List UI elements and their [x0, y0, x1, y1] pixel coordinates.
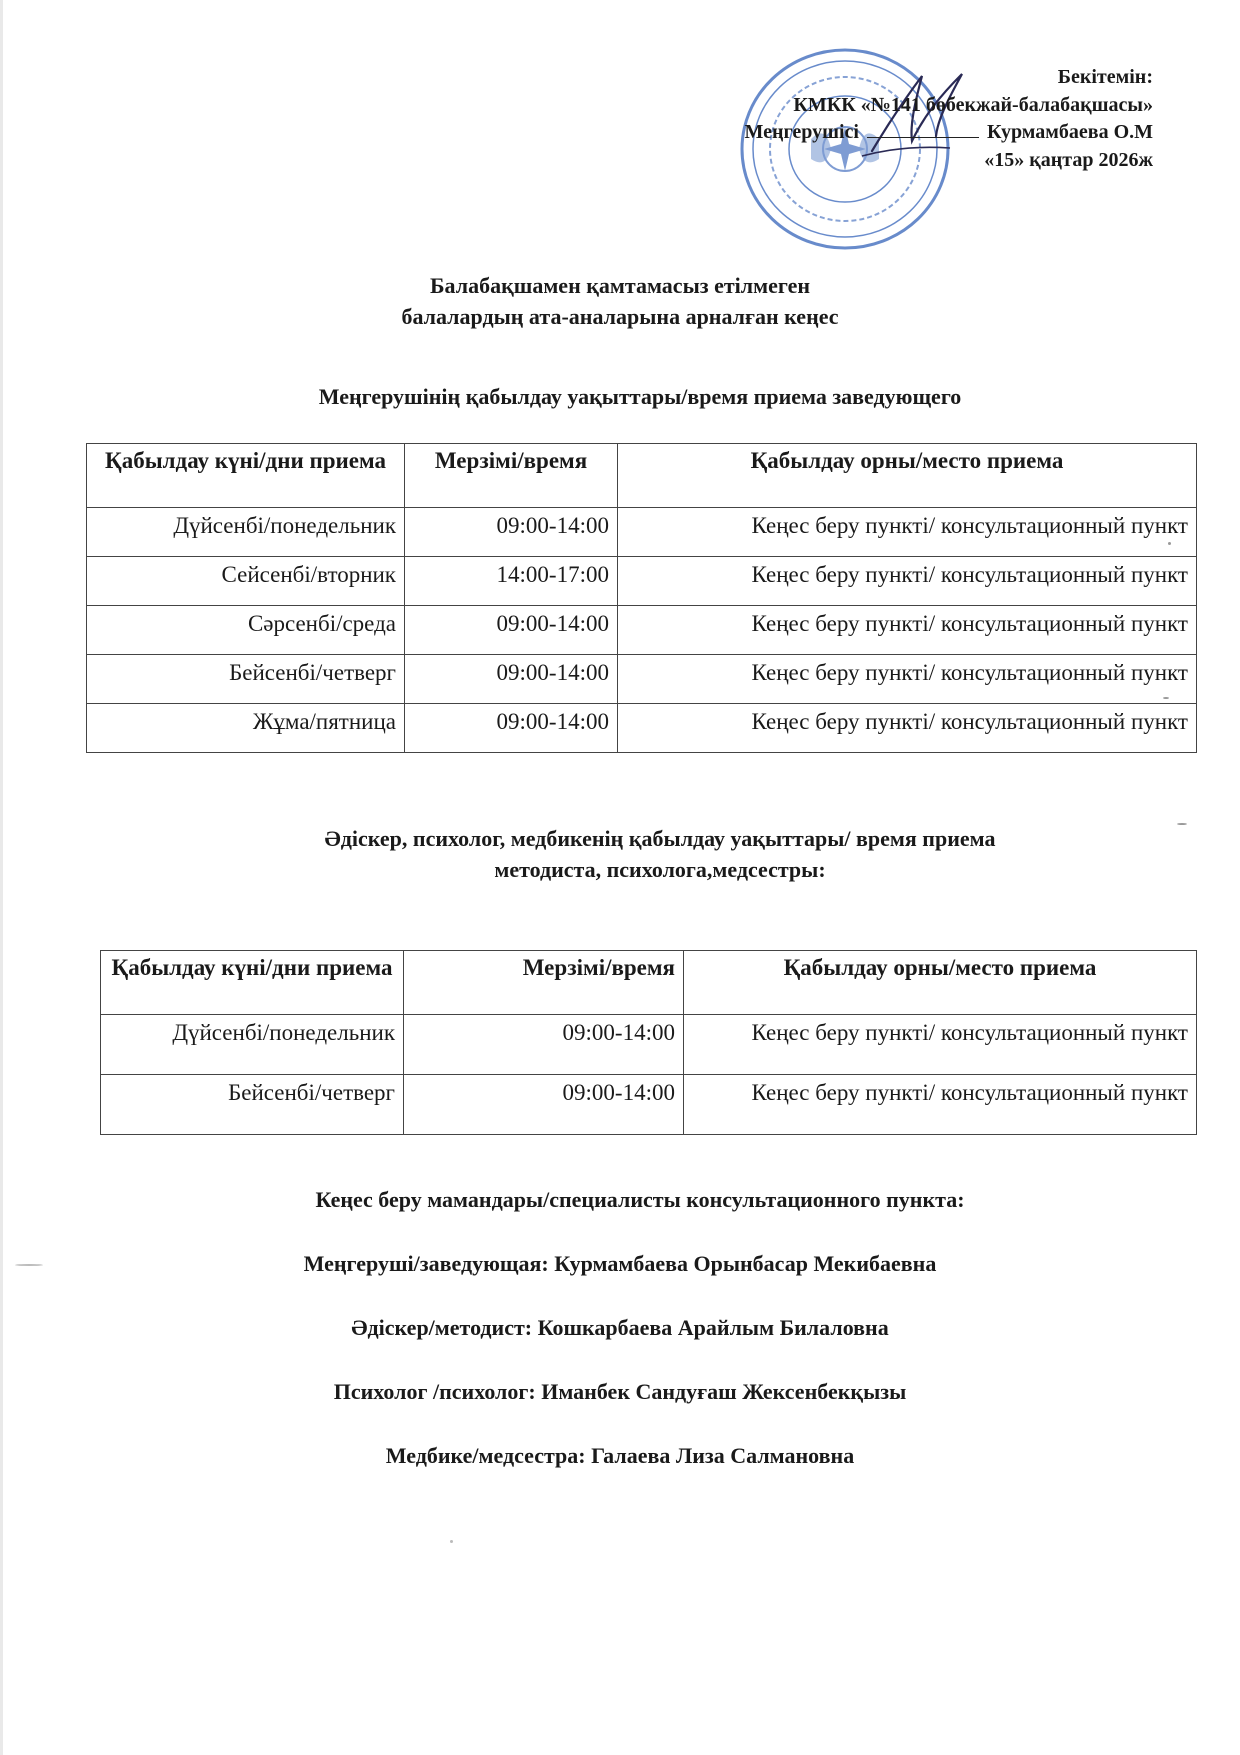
specialist-manager: Меңгеруші/заведующая: Курмамбаева Орынбасар Мекибаевна: [303, 1251, 937, 1276]
cell-place: Кеңес беру пункті/ консультационный пункт: [684, 1015, 1197, 1075]
cell-day: Дүйсенбі/понедельник: [87, 508, 405, 557]
scan-speck: [1177, 823, 1187, 825]
approval-block: [745, 64, 1154, 174]
table-row: [87, 508, 1197, 557]
cell-day: Бейсенбі/четверг: [101, 1075, 404, 1135]
cell-day: Жұма/пятница: [87, 704, 405, 753]
column-header-time: Мерзімі/время: [404, 951, 684, 1015]
staff-schedule-table: [100, 950, 1197, 1135]
cell-day: Сәрсенбі/среда: [87, 606, 405, 655]
document-title: [0, 270, 1240, 332]
section2-heading-line2: методиста, психолога,медсестры:: [494, 857, 826, 882]
cell-time: 09:00-14:00: [404, 1015, 684, 1075]
table-header-row: [87, 444, 1197, 508]
table-row: [87, 704, 1197, 753]
cell-place: Кеңес беру пункті/ консультационный пункт: [618, 508, 1197, 557]
manager-schedule-table: [86, 443, 1197, 753]
scan-speck: [1163, 697, 1169, 699]
cell-day: Дүйсенбі/понедельник: [101, 1015, 404, 1075]
specialist-psychologist: Психолог /психолог: Иманбек Сандуғаш Жексенбекқызы: [333, 1379, 907, 1404]
specialists-heading: Кеңес беру мамандары/специалисты консультационного пункта:: [315, 1187, 965, 1212]
document-title-line2: балалардың ата-аналарына арналған кеңес: [401, 304, 839, 329]
cell-time: 14:00-17:00: [405, 557, 618, 606]
cell-time: 09:00-14:00: [405, 508, 618, 557]
table-header-row: [101, 951, 1197, 1015]
document-title-line1: Балабақшамен қамтамасыз етілмеген: [429, 273, 811, 298]
scan-speck: [450, 1540, 453, 1543]
column-header-place: Қабылдау орны/место приема: [618, 444, 1197, 508]
specialist-methodist: Әдіскер/методист: Кошкарбаева Арайлым Билаловна: [351, 1315, 889, 1340]
cell-place: Кеңес беру пункті/ консультационный пункт: [618, 557, 1197, 606]
section1-heading: Меңгерушінің қабылдау уақыттары/время приема заведующего: [318, 384, 962, 409]
approval-manager-line: [745, 119, 1154, 147]
approval-organization: КМКК «№141 бөбекжай-балабақшасы»: [793, 93, 1153, 116]
cell-place: Кеңес беру пункті/ консультационный пункт: [618, 606, 1197, 655]
table-row: [87, 557, 1197, 606]
approval-manager-name: Курмамбаева О.М: [986, 121, 1153, 143]
scan-speck: [1168, 542, 1171, 545]
cell-place: Кеңес беру пункті/ консультационный пункт: [618, 655, 1197, 704]
section2-heading-line1: Әдіскер, психолог, медбикенің қабылдау уақыттары/ время приема: [324, 826, 996, 851]
specialist-nurse: Медбике/медсестра: Галаева Лиза Салмановна: [385, 1443, 855, 1468]
scan-edge: [0, 0, 3, 1755]
cell-day: Бейсенбі/четверг: [87, 655, 405, 704]
approval-title: Бекітемін:: [1057, 66, 1153, 88]
cell-place: Кеңес беру пункті/ консультационный пункт: [618, 704, 1197, 753]
column-header-day: Қабылдау күні/дни приема: [101, 951, 404, 1015]
column-header-day: Қабылдау күні/дни приема: [87, 444, 405, 508]
cell-time: 09:00-14:00: [405, 704, 618, 753]
cell-place: Кеңес беру пункті/ консультационный пункт: [684, 1075, 1197, 1135]
table-row: [101, 1075, 1197, 1135]
column-header-place: Қабылдау орны/место приема: [684, 951, 1197, 1015]
signature-line: [867, 121, 979, 138]
approval-date: «15» қаңтар 2026ж: [984, 148, 1153, 171]
section2-heading: [40, 823, 1240, 885]
column-header-time: Мерзімі/время: [405, 444, 618, 508]
cell-time: 09:00-14:00: [404, 1075, 684, 1135]
table-row: [101, 1015, 1197, 1075]
cell-day: Сейсенбі/вторник: [87, 557, 405, 606]
scan-speck: [15, 1264, 43, 1266]
cell-time: 09:00-14:00: [405, 655, 618, 704]
table-row: [87, 655, 1197, 704]
table-row: [87, 606, 1197, 655]
approval-manager-label: Меңгерушісі: [744, 121, 859, 143]
cell-time: 09:00-14:00: [405, 606, 618, 655]
